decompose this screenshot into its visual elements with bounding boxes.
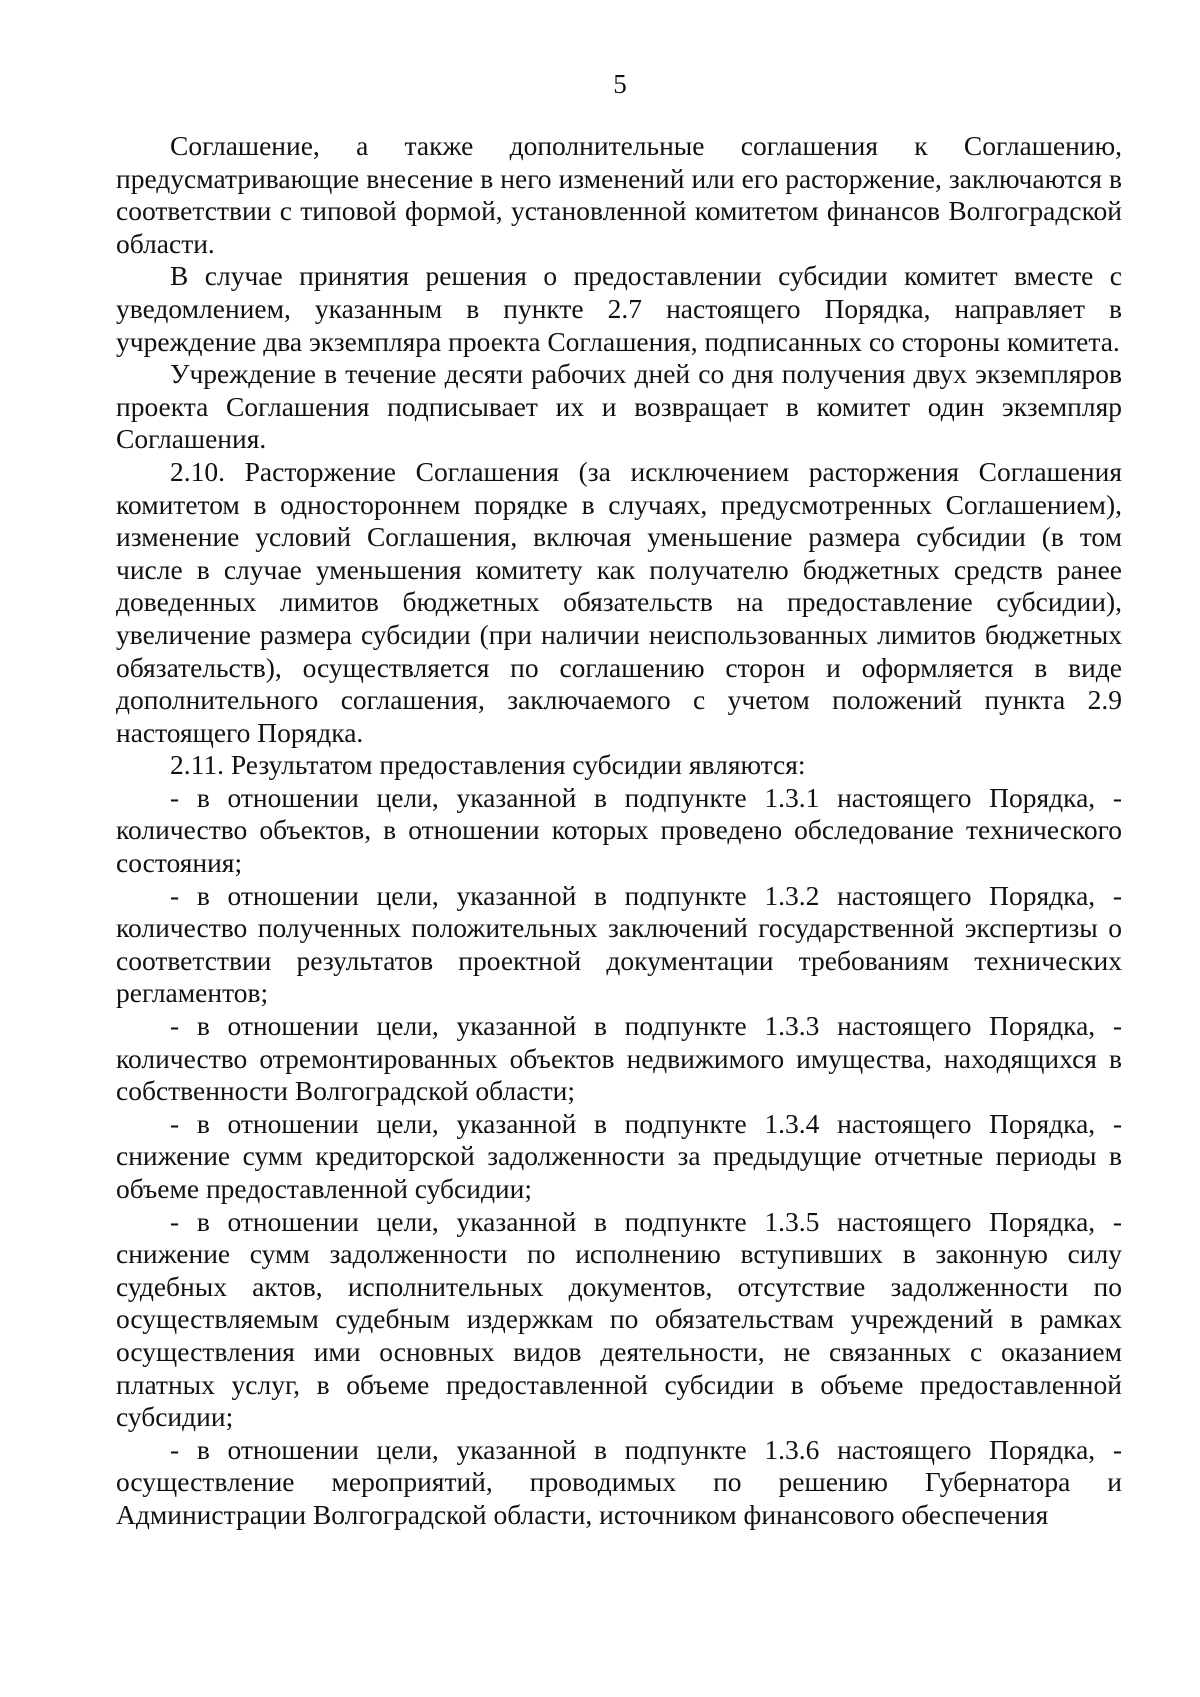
page-number: 5 (613, 69, 627, 99)
list-item-1-3-6: - в отношении цели, указанной в подпункте 1.3.6 настоящего Порядка, - осуществление мероприятий, проводимых по решению Губернатора и Администрации Волгоградской области, источником финансового обеспечения (116, 1433, 1122, 1530)
list-item-1-3-1: - в отношении цели, указанной в подпункте 1.3.1 настоящего Порядка, - количество объектов, в отношении которых проведено обследование технического состояния; (116, 781, 1122, 879)
list-item-1-3-2: - в отношении цели, указанной в подпункте 1.3.2 настоящего Порядка, - количество полученных положительных заключений государственной экспертизы о соответствии результатов проектной документации требованиям технических регламентов; (116, 879, 1122, 1009)
paragraph-institution-signing: Учреждение в течение десяти рабочих дней со дня получения двух экземпляров проекта Соглашения подписывает их и возвращает в комитет один экземпляр Соглашения. (116, 358, 1122, 455)
paragraph-2-10-termination: 2.10. Расторжение Соглашения (за исключением расторжения Соглашения комитетом в одностороннем порядке в случаях, предусмотренных Соглашением), изменение условий Соглашения, включая уменьшение размера субсидии (в том числе в случае уменьшения комитету как получателю бюджетных средств ранее доведенных лимитов бюджетных обязательств на предоставление субсидии), увеличение размера субсидии (при наличии неиспользованных лимитов бюджетных обязательств), осуществляется по соглашению сторон и оформляется в виде дополнительного соглашения, заключаемого с учетом положений пункта 2.9 настоящего Порядка. (116, 455, 1122, 748)
list-item-1-3-3: - в отношении цели, указанной в подпункте 1.3.3 настоящего Порядка, - количество отремонтированных объектов недвижимого имущества, находящихся в собственности Волгоградской области; (116, 1010, 1122, 1107)
document-body (116, 130, 1122, 1532)
list-item-1-3-5: - в отношении цели, указанной в подпункте 1.3.5 настоящего Порядка, - снижение сумм задолженности по исполнению вступивших в законную силу судебных актов, исполнительных документов, отсутствие задолженности по осуществляемым судебным издержкам по обязательствам учреждений в рамках осуществления ими основных видов деятельности, не связанных с оказанием платных услуг, в объеме предоставленной субсидии в объеме предоставленной субсидии; (116, 1205, 1122, 1433)
list-item-1-3-4: - в отношении цели, указанной в подпункте 1.3.4 настоящего Порядка, - снижение сумм кредиторской задолженности за предыдущие отчетные периоды в объеме предоставленной субсидии; (116, 1107, 1122, 1204)
paragraph-subsidy-decision: В случае принятия решения о предоставлении субсидии комитет вместе с уведомлением, указанным в пункте 2.7 настоящего Порядка, направляет в учреждение два экземпляра проекта Соглашения, подписанных со стороны комитета. (116, 260, 1122, 357)
paragraph-agreement-form: Соглашение, а также дополнительные соглашения к Соглашению, предусматривающие внесение в него изменений или его расторжение, заключаются в соответствии с типовой формой, установленной комитетом финансов Волгоградской области. (116, 130, 1122, 259)
paragraph-2-11-results: 2.11. Результатом предоставления субсидии являются: (170, 749, 806, 781)
